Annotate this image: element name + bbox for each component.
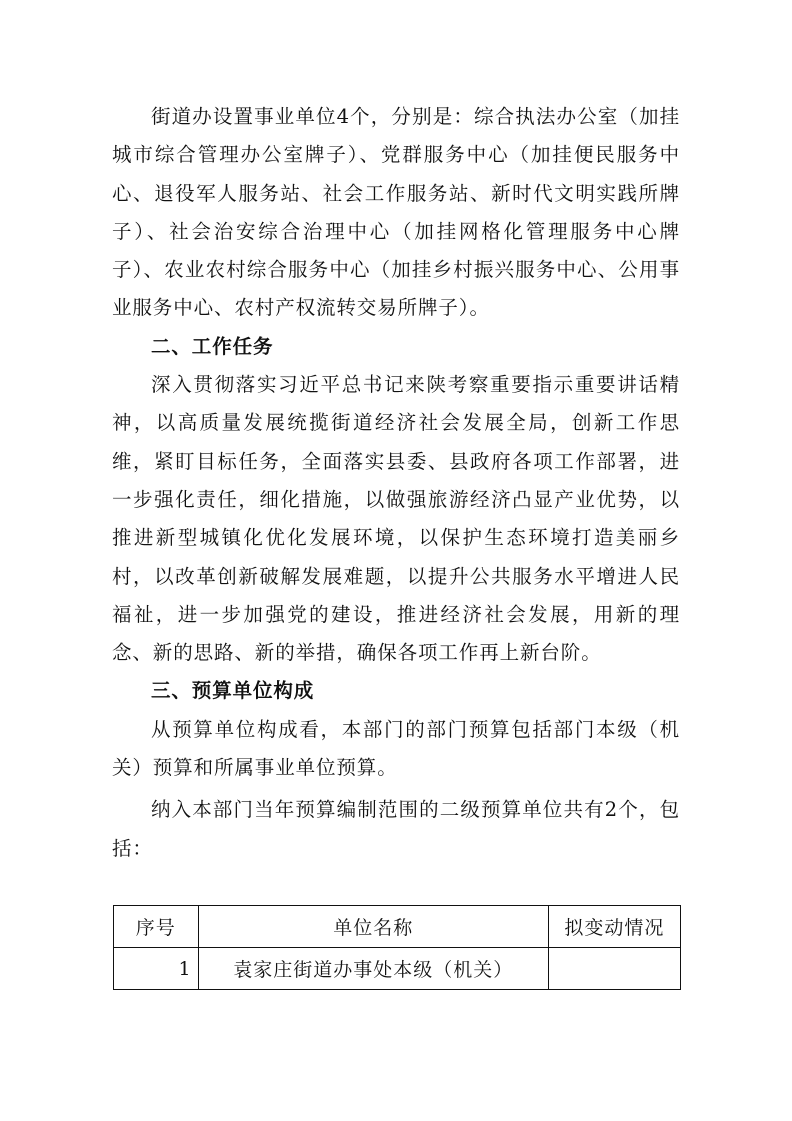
document-page <box>112 98 680 868</box>
header-change: 拟变动情况 <box>548 906 680 948</box>
table-header-row <box>114 906 681 948</box>
row-seq: 1 <box>114 948 199 990</box>
row-change <box>548 948 680 990</box>
section-three-paragraph-1: 从预算单位构成看，本部门的部门预算包括部门本级（机关）预算和所属事业单位预算。 <box>112 717 680 780</box>
header-seq: 序号 <box>114 906 199 948</box>
table-row <box>114 948 681 990</box>
section-three-paragraph-2: 纳入本部门当年预算编制范围的二级预算单位共有2个，包括： <box>112 798 680 860</box>
section-two-heading: 二、工作任务 <box>151 334 274 358</box>
row-unit-name: 袁家庄街道办事处本级（机关） <box>198 948 548 990</box>
header-unit-name: 单位名称 <box>198 906 548 948</box>
section-three-heading: 三、预算单位构成 <box>151 679 315 703</box>
section-two-paragraph: 深入贯彻落实习近平总书记来陕考察重要指示重要讲话精神，以高质量发展统揽街道经济社会发展全局，创新工作思维，紧盯目标任务，全面落实县委、县政府各项工作部署，进一步强化责任，细化措施，以做强旅游经济凸显产业优势，以推进新型城镇化优化发展环境，以保护生态环境打造美丽乡村，以改革创新破解发展难题，以提升公共服务水平增进人民福祉，进一步加强党的建设，推进经济社会发展，用新的理念、新的思路、新的举措，确保各项工作再上新台阶。 <box>112 373 680 665</box>
units-table <box>113 905 681 990</box>
intro-paragraph: 街道办设置事业单位4个，分别是：综合执法办公室（加挂城市综合管理办公室牌子）、党群服务中心（加挂便民服务中心、退役军人服务站、社会工作服务站、新时代文明实践所牌子）、社会治安综合治理中心（加挂网格化管理服务中心牌子）、农业农村综合服务中心（加挂乡村振兴服务中心、公用事业服务中心、农村产权流转交易所牌子）。 <box>112 105 680 320</box>
